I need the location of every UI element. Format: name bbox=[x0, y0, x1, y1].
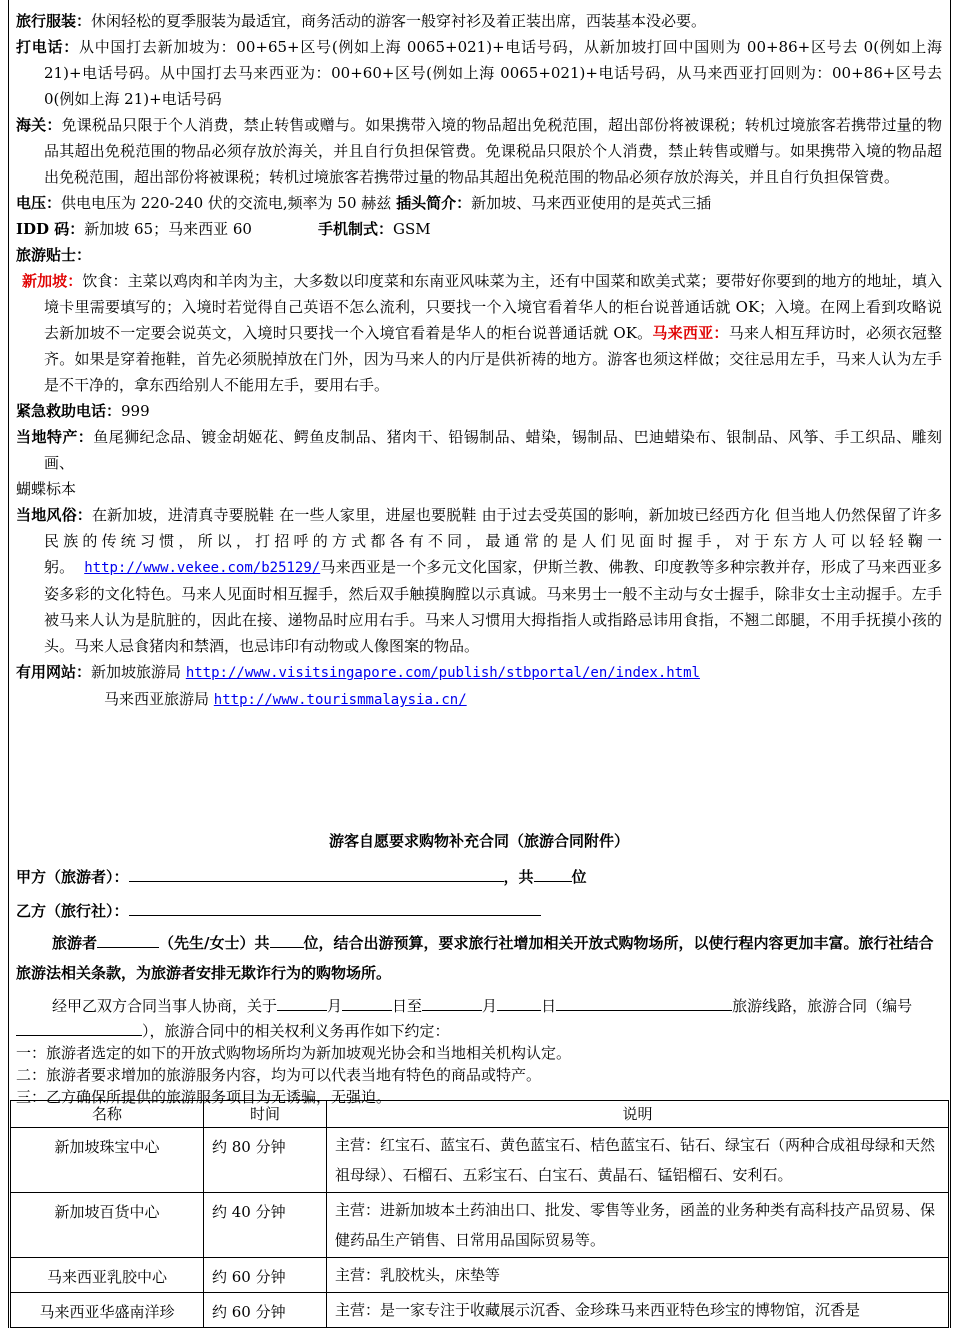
end-day-field[interactable] bbox=[497, 992, 541, 1011]
table-header-row bbox=[11, 1101, 949, 1128]
sg-site-name: 新加坡旅游局 bbox=[91, 663, 182, 681]
header-name: 名称 bbox=[11, 1101, 204, 1128]
specialties-extra: 蝴蝶标本 bbox=[16, 480, 77, 498]
shopping-contract bbox=[16, 826, 942, 1108]
idd-text: 新加坡 65；马来西亚 60 bbox=[84, 220, 252, 238]
start-month-field[interactable] bbox=[277, 992, 327, 1011]
tips-detail-row bbox=[16, 268, 942, 398]
local-customs-label: 当地风俗： bbox=[16, 506, 92, 524]
shop-desc: 主营：红宝石、蓝宝石、黄色蓝宝石、桔色蓝宝石、钻石、绿宝石（两种合成祖母绿和天然祖母绿）、石榴石、五彩宝石、白宝石、黄晶石、锰铝榴石、安利石。 bbox=[327, 1128, 949, 1193]
mobile-text: GSM bbox=[393, 220, 431, 238]
customs-label: 海关： bbox=[16, 116, 62, 134]
websites-label: 有用网站： bbox=[16, 663, 92, 681]
shop-time: 约 40 分钟 bbox=[204, 1193, 327, 1258]
party-b-label: 乙方（旅行社）： bbox=[16, 902, 129, 920]
shop-name: 马来西亚华盛南洋珍 bbox=[11, 1293, 204, 1328]
party-a-total-label: ，共 bbox=[503, 868, 534, 886]
shop-name: 新加坡珠宝中心 bbox=[11, 1128, 204, 1193]
shop-name: 马来西亚乳胶中心 bbox=[11, 1258, 204, 1293]
specialties-text: 鱼尾狮纪念品、镀金胡姬花、鳄鱼皮制品、猪肉干、铅锡制品、蜡染，锡制品、巴迪蜡染布、银制品、风筝、手工织品、雕刻画、 bbox=[44, 428, 942, 472]
party-b-name-field[interactable] bbox=[129, 897, 541, 916]
shop-time: 约 60 分钟 bbox=[204, 1258, 327, 1293]
clause-3: 三：乙方确保所提供的旅游服务项目为无诱骗，无强迫。 bbox=[16, 1088, 392, 1106]
customs-text: 免课税品只限于个人消费，禁止转售或赠与。如果携带入境的物品超出免税范围，超出部份将被课税；转机过境旅客若携带过量的物品其超出免税范围的物品必须存放於海关，并且自行负担保管费。免课税品只限於个人消费，禁止转售或赠与。如果携带入境的物品超出免税范围，超出部份将被课税；转机过境旅客若携带过量的物品其超出免税范围的物品必须存放於海关，并且自行负担保管费。 bbox=[44, 116, 942, 186]
para2-c: ），旅游合同中的相关权利义务再作如下约定： bbox=[142, 1022, 450, 1040]
local-customs-text1: 在新加坡，进清真寺要脱鞋 在一些人家里，进屋也要脱鞋 由于过去受英国的影响，新加坡已经西方化 但当地人仍然保留了许多民族的传统习惯，所以，打招呼的方式都各有不同，最通常的是人们见面时握手，对于东方人可以轻轻鞠一躬。 bbox=[44, 506, 942, 576]
shop-name: 新加坡百货中心 bbox=[11, 1193, 204, 1258]
local-customs-row bbox=[16, 502, 942, 659]
tips-label: 旅游贴士： bbox=[16, 246, 92, 264]
clause-1: 一：旅游者选定的如下的开放式购物场所均为新加坡观光协会和当地相关机构认定。 bbox=[16, 1044, 572, 1062]
voltage-text: 供电电压为 220-240 伏的交流电,频率为 50 赫兹 bbox=[61, 194, 392, 212]
emergency-text: 999 bbox=[121, 402, 150, 420]
websites-row-2 bbox=[16, 686, 942, 713]
emergency-label: 紧急救助电话： bbox=[16, 402, 122, 420]
month1-label: 月 bbox=[327, 997, 343, 1015]
tourist-count-field[interactable] bbox=[270, 929, 304, 948]
shopping-table bbox=[10, 1100, 949, 1328]
voltage-row bbox=[16, 190, 942, 216]
plug-text: 新加坡、马来西亚使用的是英式三插 bbox=[471, 194, 712, 212]
plug-label: 插头简介： bbox=[396, 194, 472, 212]
shop-desc: 主营：是一家专注于收藏展示沉香、金珍珠马来西亚特色珍宝的博物馆，沉香是 bbox=[327, 1293, 949, 1328]
tourist-request-para bbox=[16, 928, 942, 988]
shop-desc: 主营：进新加坡本土药油出口、批发、零售等业务，函盖的业务种类有高科技产品贸易、保健药品生产销售、日常用品国际贸易等。 bbox=[327, 1193, 949, 1258]
tourist-name-field[interactable] bbox=[97, 929, 159, 948]
mobile-label: 手机制式： bbox=[317, 220, 393, 238]
sg-site-link[interactable]: http://www.visitsingapore.com/publish/stbportal/en/index.html bbox=[185, 665, 700, 681]
party-a-row bbox=[16, 860, 942, 894]
shop-desc: 主营：乳胶枕头，床垫等 bbox=[327, 1258, 949, 1293]
para1-b: （先生/女士）共 bbox=[159, 934, 270, 952]
party-a-unit: 位 bbox=[571, 868, 587, 886]
day1-label: 日至 bbox=[392, 997, 423, 1015]
contract-title: 游客自愿要求购物补充合同（旅游合同附件） bbox=[328, 832, 629, 850]
start-day-field[interactable] bbox=[342, 992, 392, 1011]
party-a-count-field[interactable] bbox=[534, 863, 572, 882]
local-customs-text2: 马来西亚是一个多元文化国家，伊斯兰教、佛教、印度教等多种宗教并存，形成了马来西亚多姿多彩的文化特色。马来人见面时相互握手，然后双手触摸胸膛以示真诚。马来男士一般不主动与女士握手，除非女士主动握手。左手被马来人认为是肮脏的，因此在接、递物品时应用右手。马来人习惯用大拇指指人或指路忌讳用食指，不翘二郎腿，不用手抚摸小孩的头。马来人忌食猪肉和禁酒，也忌讳印有动物或人像图案的物品。 bbox=[44, 558, 942, 655]
party-a-label: 甲方（旅游者）： bbox=[16, 868, 129, 886]
tips-row bbox=[16, 242, 942, 268]
travel-info-section bbox=[16, 8, 942, 713]
shop-time: 约 60 分钟 bbox=[204, 1293, 327, 1328]
emergency-row bbox=[16, 398, 942, 424]
para1-c: 位，结合出游预算，要求旅行社增加相关开放式购物场所，以使行程内容更加丰富。旅行社结合旅游法相关条款，为旅游者安排无欺诈行为的购物场所。 bbox=[16, 934, 934, 982]
day2-label: 日 bbox=[541, 997, 557, 1015]
route-field[interactable] bbox=[556, 992, 732, 1011]
phone-text: 从中国打去新加坡为：00+65+区号(例如上海 0065+021)+电话号码，从新加坡打回中国则为 00+86+区号去 0(例如上海 21)+电话号码。从中国打去马来西亚为：00+60+区号(例如上海 0065+021)+电话号码，从马来西亚打回则为：00+86+区号去 0(例如上海 21)+电话号码 bbox=[44, 38, 942, 108]
para2-b: 旅游线路，旅游合同（编号 bbox=[732, 997, 913, 1015]
customs-row bbox=[16, 112, 942, 190]
phone-row bbox=[16, 34, 942, 112]
table-row bbox=[11, 1258, 949, 1293]
attire-text: 休闲轻松的夏季服装为最适宜，商务活动的游客一般穿衬衫及着正装出席，西装基本没必要。 bbox=[91, 12, 707, 30]
party-b-row bbox=[16, 894, 942, 928]
idd-label: IDD 码： bbox=[16, 220, 85, 238]
header-desc: 说明 bbox=[327, 1101, 949, 1128]
phone-label: 打电话： bbox=[16, 38, 79, 56]
idd-row bbox=[16, 216, 942, 242]
attire-row bbox=[16, 8, 942, 34]
tips-my-text: 马来人相互拜访时，必须衣冠整齐。如果是穿着拖鞋，首先必须脱掉放在门外，因为马来人的内厅是供祈祷的地方。游客也须这样做；交往忌用左手，马来人认为左手是不干净的，拿东西给别人不能用左手，要用右手。 bbox=[44, 324, 942, 394]
tips-sg-label: 新加坡： bbox=[22, 272, 83, 290]
my-site-name: 马来西亚旅游局 bbox=[104, 690, 210, 708]
table-row bbox=[11, 1193, 949, 1258]
specialties-row bbox=[16, 424, 942, 476]
websites-row bbox=[16, 659, 942, 686]
attire-label: 旅行服装： bbox=[16, 12, 92, 30]
clause-2: 二：旅游者要求增加的旅游服务内容，均为可以代表当地有特色的商品或特产。 bbox=[16, 1066, 542, 1084]
end-month-field[interactable] bbox=[422, 992, 482, 1011]
para2-a: 经甲乙双方合同当事人协商，关于 bbox=[52, 997, 278, 1015]
table-row bbox=[11, 1293, 949, 1328]
party-a-name-field[interactable] bbox=[129, 863, 504, 882]
header-time: 时间 bbox=[204, 1101, 327, 1128]
voltage-label: 电压： bbox=[16, 194, 62, 212]
tips-sg-text: 饮食：主菜以鸡肉和羊肉为主，大多数以印度菜和东南亚风味菜为主，还有中国菜和欧美式菜；要带好你要到的地方的地址，填入境卡里需要填写的；入境时若觉得自己英语不怎么流利，只要找一个入境官看着华人的柜台说普通话就 OK；入境。在网上看到攻略说去新加坡不一定要会说英文，入境时只要找一个入境官看着是华人的柜台说普通话就 OK。 bbox=[44, 272, 942, 342]
agreement-para bbox=[16, 992, 942, 1042]
specialties-label: 当地特产： bbox=[16, 428, 94, 446]
vekee-link[interactable]: http://www.vekee.com/b25129/ bbox=[84, 560, 321, 576]
para1-a: 旅游者 bbox=[52, 934, 98, 952]
tips-my-label: 马来西亚： bbox=[652, 324, 729, 342]
shop-time: 约 80 分钟 bbox=[204, 1128, 327, 1193]
month2-label: 月 bbox=[482, 997, 498, 1015]
contract-number-field[interactable] bbox=[16, 1017, 142, 1036]
my-site-link[interactable]: http://www.tourismmalaysia.cn/ bbox=[213, 692, 467, 708]
table-row bbox=[11, 1128, 949, 1193]
